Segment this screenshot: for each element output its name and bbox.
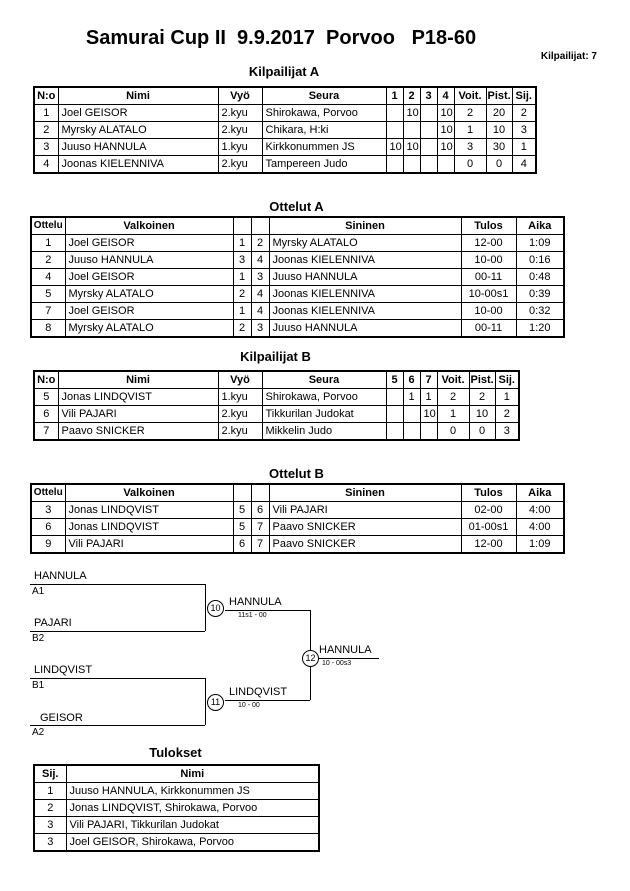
col-header-no: N:o bbox=[34, 371, 58, 389]
col-header-name: Nimi bbox=[58, 87, 218, 105]
cell-club: Shirokawa, Porvoo bbox=[262, 389, 386, 406]
cell-result: 12-00 bbox=[461, 235, 516, 252]
cell-wins: 1 bbox=[454, 122, 486, 139]
cell-time: 0:32 bbox=[516, 303, 564, 320]
result-row bbox=[34, 783, 319, 800]
cell-vs-5 bbox=[386, 423, 403, 441]
table-header-row bbox=[34, 371, 519, 389]
cell-blue-name: Juuso HANNULA bbox=[269, 320, 461, 338]
col-header-name: Nimi bbox=[58, 371, 218, 389]
cell-club: Tikkurilan Judokat bbox=[262, 406, 386, 423]
cell-no: 2 bbox=[34, 122, 58, 139]
bracket-match-score: 11s1 - 00 bbox=[238, 612, 267, 619]
cell-points: 0 bbox=[469, 423, 495, 441]
col-header-blue-no bbox=[251, 484, 269, 502]
tulokset-table bbox=[33, 764, 320, 852]
cell-no: 6 bbox=[34, 406, 58, 423]
cell-white-no: 2 bbox=[233, 286, 251, 303]
col-header-blue: Sininen bbox=[269, 217, 461, 235]
col-header-1: 1 bbox=[386, 87, 403, 105]
col-header-2: 2 bbox=[403, 87, 420, 105]
cell-blue-no: 4 bbox=[251, 286, 269, 303]
col-header-wins: Voit. bbox=[454, 87, 486, 105]
bracket-slot-name: GEISOR bbox=[40, 712, 83, 724]
col-header-no: N:o bbox=[34, 87, 58, 105]
cell-place: 2 bbox=[34, 800, 66, 817]
ottelut-a-table bbox=[30, 216, 565, 338]
result-row bbox=[34, 834, 319, 852]
bracket-slot-line bbox=[30, 725, 205, 726]
competitor-row bbox=[34, 406, 519, 423]
cell-place: 3 bbox=[495, 423, 519, 441]
cell-belt: 2.kyu bbox=[218, 156, 262, 174]
bracket-winner-line bbox=[317, 658, 379, 659]
match-row bbox=[31, 235, 564, 252]
cell-no: 5 bbox=[34, 389, 58, 406]
match-row bbox=[31, 502, 564, 519]
cell-points: 2 bbox=[469, 389, 495, 406]
cell-vs-7: 1 bbox=[420, 389, 437, 406]
cell-blue-no: 3 bbox=[251, 320, 269, 338]
cell-white-name: Joel GEISOR bbox=[65, 303, 233, 320]
result-row bbox=[34, 800, 319, 817]
cell-no: 4 bbox=[34, 156, 58, 174]
col-header-place: Sij. bbox=[34, 765, 66, 783]
col-header-place: Sij. bbox=[512, 87, 536, 105]
col-header-6: 6 bbox=[403, 371, 420, 389]
table-header-row bbox=[31, 484, 564, 502]
cell-club: Shirokawa, Porvoo bbox=[262, 105, 386, 122]
cell-vs-6: 1 bbox=[403, 389, 420, 406]
cell-vs-4 bbox=[437, 156, 454, 174]
cell-time: 0:48 bbox=[516, 269, 564, 286]
cell-blue-name: Vili PAJARI bbox=[269, 502, 461, 519]
cell-blue-name: Joonas KIELENNIVA bbox=[269, 252, 461, 269]
competitors-count: Kilpailijat: 7 bbox=[540, 51, 597, 62]
cell-name: Jonas LINDQVIST, Shirokawa, Porvoo bbox=[66, 800, 319, 817]
cell-points: 10 bbox=[486, 122, 512, 139]
bracket-match-score: 10 - 00 bbox=[238, 702, 260, 709]
col-header-white: Valkoinen bbox=[65, 217, 233, 235]
result-row bbox=[34, 817, 319, 834]
cell-vs-2: 10 bbox=[403, 139, 420, 156]
bracket-match-number: 12 bbox=[302, 650, 319, 667]
cell-place: 1 bbox=[34, 783, 66, 800]
cell-vs-7 bbox=[420, 423, 437, 441]
cell-vs-4: 10 bbox=[437, 105, 454, 122]
bracket-slot-line bbox=[30, 631, 205, 632]
cell-vs-1: 10 bbox=[386, 139, 403, 156]
bracket-slot-name: PAJARI bbox=[34, 617, 72, 629]
cell-white-no: 1 bbox=[233, 303, 251, 320]
cell-place: 1 bbox=[495, 389, 519, 406]
cell-wins: 3 bbox=[454, 139, 486, 156]
competitor-row bbox=[34, 423, 519, 441]
cell-belt: 2.kyu bbox=[218, 122, 262, 139]
col-header-wins: Voit. bbox=[437, 371, 469, 389]
cell-time: 4:00 bbox=[516, 502, 564, 519]
cell-result: 00-11 bbox=[461, 320, 516, 338]
cell-result: 10-00s1 bbox=[461, 286, 516, 303]
cell-vs-6 bbox=[403, 423, 420, 441]
cell-wins: 0 bbox=[454, 156, 486, 174]
cell-blue-name: Joonas KIELENNIVA bbox=[269, 303, 461, 320]
cell-name: Paavo SNICKER bbox=[58, 423, 218, 441]
col-header-5: 5 bbox=[386, 371, 403, 389]
cell-vs-3 bbox=[420, 139, 437, 156]
cell-vs-2: 10 bbox=[403, 105, 420, 122]
cell-time: 0:16 bbox=[516, 252, 564, 269]
cell-vs-2 bbox=[403, 122, 420, 139]
cell-name: Juuso HANNULA, Kirkkonummen JS bbox=[66, 783, 319, 800]
bracket-slot-seed: A2 bbox=[32, 727, 45, 738]
cell-white-name: Joel GEISOR bbox=[65, 235, 233, 252]
competitor-row bbox=[34, 389, 519, 406]
cell-blue-no: 3 bbox=[251, 269, 269, 286]
cell-points: 20 bbox=[486, 105, 512, 122]
cell-vs-4: 10 bbox=[437, 139, 454, 156]
cell-wins: 1 bbox=[437, 406, 469, 423]
cell-no: 1 bbox=[34, 105, 58, 122]
cell-white-name: Jonas LINDQVIST bbox=[65, 519, 233, 536]
cell-club: Kirkkonummen JS bbox=[262, 139, 386, 156]
cell-vs-3 bbox=[420, 156, 437, 174]
cell-white-no: 1 bbox=[233, 235, 251, 252]
cell-match-no: 1 bbox=[31, 235, 65, 252]
col-header-white: Valkoinen bbox=[65, 484, 233, 502]
cell-club: Tampereen Judo bbox=[262, 156, 386, 174]
cell-vs-6 bbox=[403, 406, 420, 423]
cell-name: Joel GEISOR, Shirokawa, Porvoo bbox=[66, 834, 319, 852]
heading-ottelut-a: Ottelut A bbox=[269, 199, 324, 214]
cell-wins: 2 bbox=[454, 105, 486, 122]
col-header-place: Sij. bbox=[495, 371, 519, 389]
cell-blue-no: 4 bbox=[251, 303, 269, 320]
match-row bbox=[31, 269, 564, 286]
bracket-slot-line bbox=[30, 584, 205, 585]
match-row bbox=[31, 286, 564, 303]
cell-vs-3 bbox=[420, 122, 437, 139]
cell-wins: 2 bbox=[437, 389, 469, 406]
cell-match-no: 4 bbox=[31, 269, 65, 286]
cell-name: Jonas LINDQVIST bbox=[58, 389, 218, 406]
table-header-row bbox=[34, 87, 536, 105]
cell-match-no: 5 bbox=[31, 286, 65, 303]
cell-white-name: Vili PAJARI bbox=[65, 536, 233, 554]
cell-result: 10-00 bbox=[461, 303, 516, 320]
bracket-slot-name: HANNULA bbox=[34, 570, 87, 582]
cell-belt: 1.kyu bbox=[218, 389, 262, 406]
col-header-result: Tulos bbox=[461, 217, 516, 235]
match-row bbox=[31, 303, 564, 320]
cell-time: 4:00 bbox=[516, 519, 564, 536]
cell-white-name: Myrsky ALATALO bbox=[65, 320, 233, 338]
cell-vs-5 bbox=[386, 389, 403, 406]
cell-time: 1:09 bbox=[516, 235, 564, 252]
cell-match-no: 6 bbox=[31, 519, 65, 536]
cell-belt: 2.kyu bbox=[218, 105, 262, 122]
cell-blue-no: 4 bbox=[251, 252, 269, 269]
ottelut-b-table bbox=[30, 483, 565, 554]
cell-points: 0 bbox=[486, 156, 512, 174]
cell-place: 3 bbox=[34, 817, 66, 834]
col-header-belt: Vyö bbox=[218, 371, 262, 389]
cell-result: 02-00 bbox=[461, 502, 516, 519]
cell-vs-4: 10 bbox=[437, 122, 454, 139]
col-header-name: Nimi bbox=[66, 765, 319, 783]
cell-blue-name: Myrsky ALATALO bbox=[269, 235, 461, 252]
cell-blue-name: Juuso HANNULA bbox=[269, 269, 461, 286]
kilpailijat-a-table bbox=[33, 86, 537, 174]
cell-vs-3 bbox=[420, 105, 437, 122]
cell-vs-7: 10 bbox=[420, 406, 437, 423]
col-header-points: Pist. bbox=[469, 371, 495, 389]
cell-no: 7 bbox=[34, 423, 58, 441]
cell-match-no: 2 bbox=[31, 252, 65, 269]
cell-place: 1 bbox=[512, 139, 536, 156]
cell-name: Joel GEISOR bbox=[58, 105, 218, 122]
col-header-7: 7 bbox=[420, 371, 437, 389]
col-header-club: Seura bbox=[262, 87, 386, 105]
cell-vs-1 bbox=[386, 105, 403, 122]
table-header-row bbox=[31, 217, 564, 235]
cell-wins: 0 bbox=[437, 423, 469, 441]
cell-time: 0:39 bbox=[516, 286, 564, 303]
table-header-row bbox=[34, 765, 319, 783]
bracket-winner-name: HANNULA bbox=[229, 596, 282, 608]
cell-white-no: 2 bbox=[233, 320, 251, 338]
cell-place: 2 bbox=[495, 406, 519, 423]
cell-vs-2 bbox=[403, 156, 420, 174]
competitor-row bbox=[34, 156, 536, 174]
cell-place: 4 bbox=[512, 156, 536, 174]
cell-white-no: 6 bbox=[233, 536, 251, 554]
competitor-row bbox=[34, 105, 536, 122]
cell-blue-no: 7 bbox=[251, 536, 269, 554]
cell-name: Myrsky ALATALO bbox=[58, 122, 218, 139]
bracket-winner-name: HANNULA bbox=[319, 644, 372, 656]
cell-belt: 2.kyu bbox=[218, 406, 262, 423]
cell-time: 1:09 bbox=[516, 536, 564, 554]
heading-kilpailijat-a: Kilpailijat A bbox=[248, 64, 320, 79]
cell-blue-name: Paavo SNICKER bbox=[269, 536, 461, 554]
bracket-winner-line bbox=[225, 700, 310, 701]
cell-points: 30 bbox=[486, 139, 512, 156]
cell-time: 1:20 bbox=[516, 320, 564, 338]
bracket-match-number: 11 bbox=[207, 694, 224, 711]
bracket-match-score: 10 - 00s3 bbox=[322, 660, 352, 667]
cell-blue-no: 6 bbox=[251, 502, 269, 519]
bracket-winner-line bbox=[225, 610, 310, 611]
cell-club: Mikkelin Judo bbox=[262, 423, 386, 441]
cell-vs-1 bbox=[386, 156, 403, 174]
bracket-connector bbox=[205, 678, 206, 725]
match-row bbox=[31, 252, 564, 269]
heading-ottelut-b: Ottelut B bbox=[269, 466, 324, 481]
cell-white-name: Jonas LINDQVIST bbox=[65, 502, 233, 519]
col-header-belt: Vyö bbox=[218, 87, 262, 105]
cell-name: Vili PAJARI, Tikkurilan Judokat bbox=[66, 817, 319, 834]
cell-belt: 2.kyu bbox=[218, 423, 262, 441]
cell-result: 01-00s1 bbox=[461, 519, 516, 536]
cell-blue-no: 2 bbox=[251, 235, 269, 252]
col-header-club: Seura bbox=[262, 371, 386, 389]
cell-white-name: Juuso HANNULA bbox=[65, 252, 233, 269]
cell-white-no: 5 bbox=[233, 502, 251, 519]
cell-result: 10-00 bbox=[461, 252, 516, 269]
col-header-white-no bbox=[233, 217, 251, 235]
col-header-blue: Sininen bbox=[269, 484, 461, 502]
bracket-connector bbox=[205, 584, 206, 631]
match-row bbox=[31, 320, 564, 338]
cell-match-no: 9 bbox=[31, 536, 65, 554]
cell-name: Juuso HANNULA bbox=[58, 139, 218, 156]
col-header-points: Pist. bbox=[486, 87, 512, 105]
cell-club: Chikara, H:ki bbox=[262, 122, 386, 139]
col-header-white-no bbox=[233, 484, 251, 502]
bracket-slot-seed: B2 bbox=[32, 633, 45, 644]
match-row bbox=[31, 536, 564, 554]
bracket-slot-name: LINDQVIST bbox=[34, 664, 93, 676]
cell-points: 10 bbox=[469, 406, 495, 423]
cell-result: 12-00 bbox=[461, 536, 516, 554]
cell-blue-name: Paavo SNICKER bbox=[269, 519, 461, 536]
cell-white-no: 3 bbox=[233, 252, 251, 269]
heading-kilpailijat-b: Kilpailijat B bbox=[240, 349, 311, 364]
cell-place: 3 bbox=[512, 122, 536, 139]
heading-tulokset: Tulokset bbox=[149, 745, 202, 760]
bracket-slot-seed: A1 bbox=[32, 586, 45, 597]
competitor-row bbox=[34, 122, 536, 139]
match-row bbox=[31, 519, 564, 536]
bracket-winner-name: LINDQVIST bbox=[229, 686, 288, 698]
cell-vs-5 bbox=[386, 406, 403, 423]
competitor-row bbox=[34, 139, 536, 156]
bracket-slot-seed: B1 bbox=[32, 680, 45, 691]
cell-vs-1 bbox=[386, 122, 403, 139]
page-title: Samurai Cup II 9.9.2017 Porvoo P18-60 bbox=[85, 27, 477, 49]
cell-place: 2 bbox=[512, 105, 536, 122]
bracket-match-number: 10 bbox=[207, 600, 224, 617]
cell-white-no: 1 bbox=[233, 269, 251, 286]
col-header-match: Ottelu bbox=[31, 217, 65, 235]
col-header-3: 3 bbox=[420, 87, 437, 105]
cell-white-no: 5 bbox=[233, 519, 251, 536]
cell-place: 3 bbox=[34, 834, 66, 852]
cell-white-name: Myrsky ALATALO bbox=[65, 286, 233, 303]
cell-name: Joonas KIELENNIVA bbox=[58, 156, 218, 174]
cell-name: Vili PAJARI bbox=[58, 406, 218, 423]
cell-match-no: 8 bbox=[31, 320, 65, 338]
cell-blue-name: Joonas KIELENNIVA bbox=[269, 286, 461, 303]
col-header-match: Ottelu bbox=[31, 484, 65, 502]
col-header-time: Aika bbox=[516, 217, 564, 235]
cell-match-no: 3 bbox=[31, 502, 65, 519]
col-header-blue-no bbox=[251, 217, 269, 235]
col-header-result: Tulos bbox=[461, 484, 516, 502]
cell-result: 00-11 bbox=[461, 269, 516, 286]
cell-blue-no: 7 bbox=[251, 519, 269, 536]
cell-belt: 1.kyu bbox=[218, 139, 262, 156]
kilpailijat-b-table bbox=[33, 370, 520, 441]
bracket-slot-line bbox=[30, 678, 205, 679]
cell-match-no: 7 bbox=[31, 303, 65, 320]
col-header-time: Aika bbox=[516, 484, 564, 502]
col-header-4: 4 bbox=[437, 87, 454, 105]
cell-no: 3 bbox=[34, 139, 58, 156]
cell-white-name: Joel GEISOR bbox=[65, 269, 233, 286]
